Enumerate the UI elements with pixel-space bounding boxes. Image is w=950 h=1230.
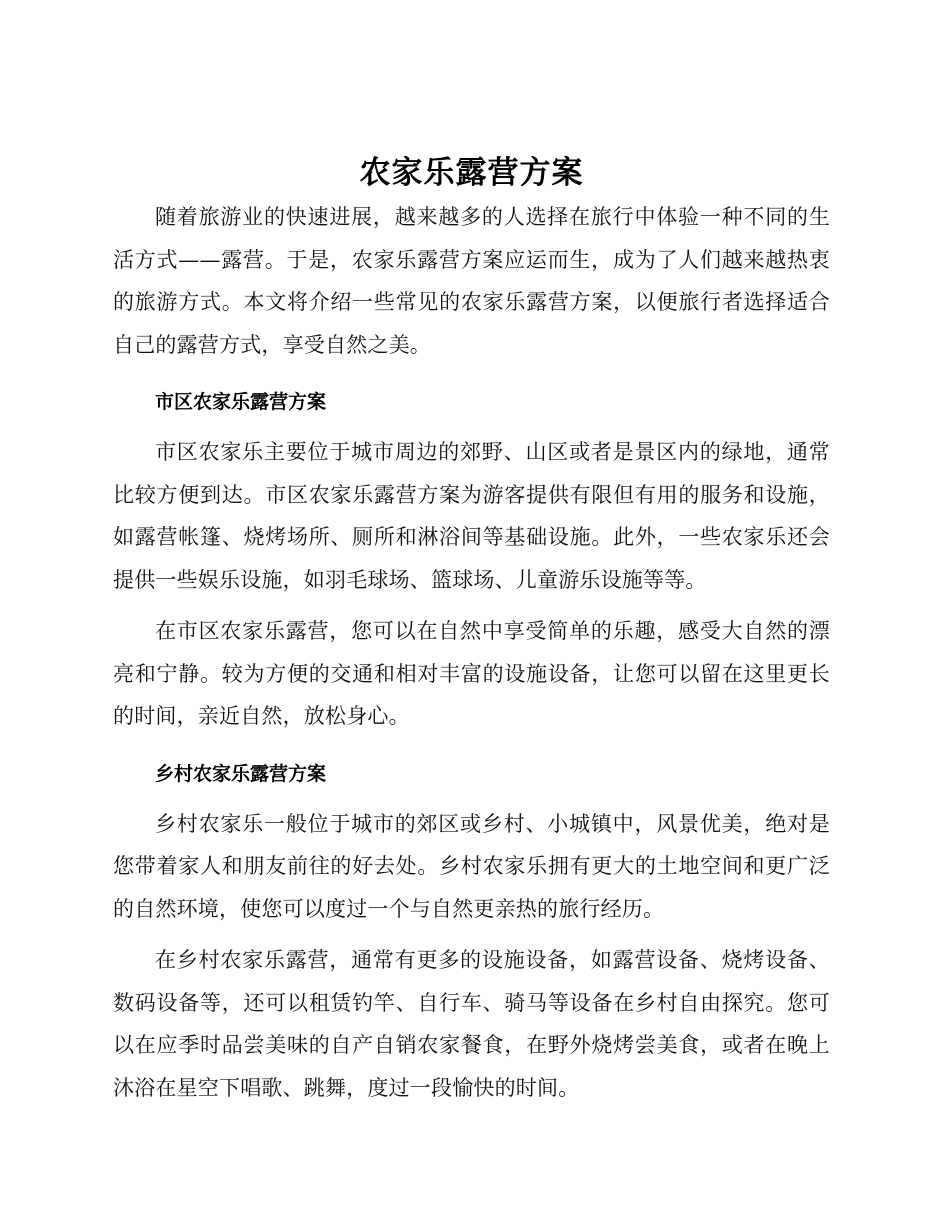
document-body: [113, 150, 830, 1109]
section-paragraph: 在乡村农家乐露营，通常有更多的设施设备，如露营设备、烧烤设备、数码设备等，还可以租赁钓竿、自行车、骑马等设备在乡村自由探究。您可以在应季时品尝美味的自产自销农家餐食，在野外烧烤尝美食，或者在晚上沐浴在星空下唱歌、跳舞，度过一段愉快的时间。: [113, 948, 830, 1100]
document-title: 农家乐露营方案: [359, 155, 584, 191]
section-paragraph: 乡村农家乐一般位于城市的郊区或乡村、小城镇中，风景优美，绝对是您带着家人和朋友前往的好去处。乡村农家乐拥有更大的土地空间和更广泛的自然环境，使您可以度过一个与自然更亲热的旅行经历。: [113, 811, 830, 921]
intro-paragraph: 随着旅游业的快速进展，越来越多的人选择在旅行中体验一种不同的生活方式——露营。于是，农家乐露营方案应运而生，成为了人们越来越热衷的旅游方式。本文将介绍一些常见的农家乐露营方案，以便旅行者选择适合自己的露营方式，享受自然之美。: [113, 205, 830, 357]
section-heading-rural: 乡村农家乐露营方案: [155, 762, 327, 785]
section-paragraph: 在市区农家乐露营，您可以在自然中享受简单的乐趣，感受大自然的漂亮和宁静。较为方便的交通和相对丰富的设施设备，让您可以留在这里更长的时间，亲近自然，放松身心。: [113, 619, 830, 728]
section-heading-urban: 市区农家乐露营方案: [155, 391, 327, 413]
section-paragraph: 市区农家乐主要位于城市周边的郊野、山区或者是景区内的绿地，通常比较方便到达。市区农家乐露营方案为游客提供有限但有用的服务和设施，如露营帐篷、烧烤场所、厕所和淋浴间等基础设施。此外，一些农家乐还会提供一些娱乐设施，如羽毛球场、篮球场、儿童游乐设施等等。: [113, 440, 830, 592]
